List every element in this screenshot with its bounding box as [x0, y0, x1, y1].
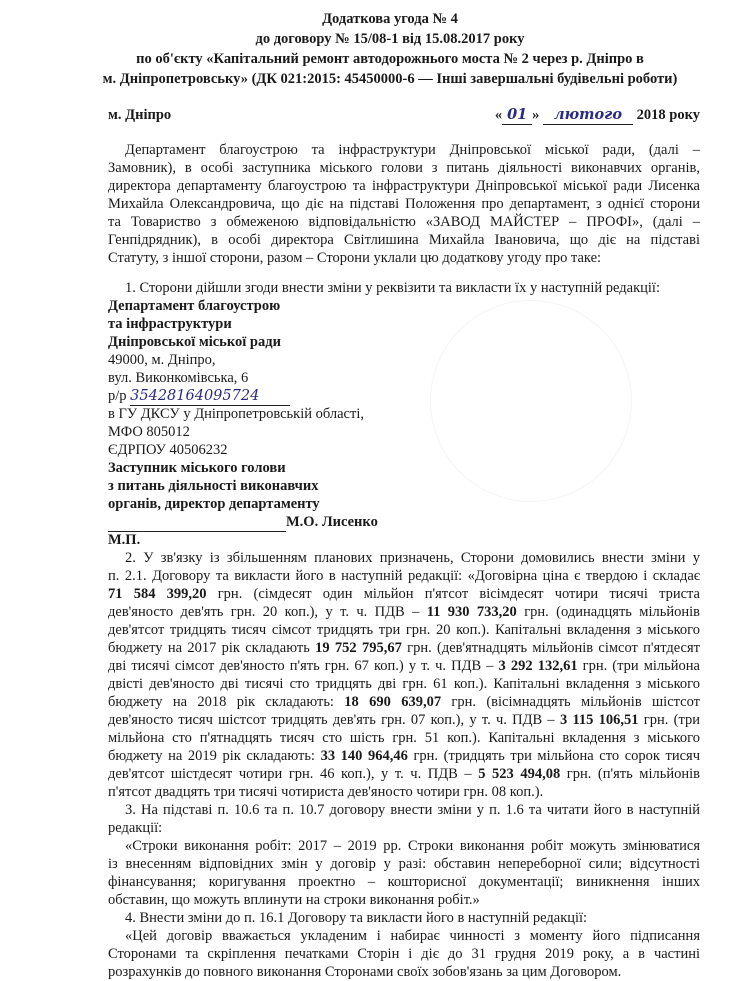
intro-line-1: Департамент благоустрою та інфраструктури Дніпровської міської ради, (далі –	[125, 142, 700, 158]
clause-3-line-3: «Строки виконання робіт: 2017 – 2019 рр. Строки виконання робіт можуть змінюватися	[125, 838, 700, 854]
req-signature-line	[108, 513, 700, 532]
req-signer-3: органів, директор департаменту	[108, 496, 320, 512]
clause-2-line-11: мільйона сто п'ятнадцять тисяч сто шість грн. 51 коп.). Капітальні вкладення з міського	[108, 730, 700, 746]
clause-1: 1. Сторони дійшли згоди внести зміни у реквізити та викласти їх у наступній редакції:	[125, 280, 660, 296]
intro-line-3: директора департаменту благоустрою та інфраструктури Дніпровської міської ради Лисенка	[108, 178, 700, 194]
place: м. Дніпро	[108, 107, 172, 123]
intro-line-2: Замовник), в особі заступника міського голови з питань діяльності виконавчих органів,	[108, 160, 700, 176]
date: « 01 » лютого 2018 року	[494, 106, 700, 123]
intro-line-7: Статуту, з іншої сторони, разом – Сторони уклали цю додаткову угоду про таке:	[108, 250, 602, 266]
clause-3-line-6: обставин, що можуть вплинути на строки виконання робіт.»	[108, 892, 480, 908]
intro-line-6: Генпідрядник), в особі директора Світлишина Михайла Івановича, що діє на підставі	[108, 232, 700, 248]
clause-3-line-4: із внесенням відповідних змін у договір у разі: обставин непереборної сили; відсутності	[108, 856, 700, 872]
clause-2-line-4: дев'яносто дев'ять грн. 20 коп.), у т. ч. ПДВ – 11 930 733,20 грн. (одинадцять мільйонів	[108, 604, 701, 620]
clause-2-line-3: 71 584 399,20 грн. (сімдесят один мільйон п'ятсот вісімдесят чотири тисячі триста	[108, 586, 700, 602]
clause-2-line-10: дев'яносто тисяч шістсот тридцять дев'ять грн. 07 коп.), у т. ч. ПДВ – 3 115 106,51 грн. (три	[108, 712, 700, 728]
req-edrpou: ЄДРПОУ 40506232	[108, 442, 228, 458]
req-name-1: Департамент благоустрою	[108, 298, 281, 314]
clause-3-line-5: фінансування; коригування проектно – кошторисної документації; виникнення інших	[108, 874, 700, 890]
req-stamp-place: М.П.	[108, 532, 141, 548]
clause-4-line-2: «Цей договір вважається укладеним і набирає чинності з моменту його підписання	[125, 928, 700, 944]
clause-2-line-1: 2. У зв'язку із збільшенням планових призначень, Сторони домовились внести зміни у	[125, 550, 700, 566]
clause-3-line-2: редакції:	[108, 820, 163, 836]
doc-title: Додаткова угода № 4	[322, 11, 458, 27]
clause-3-line-1: 3. На підставі п. 10.6 та п. 10.7 договору внести зміни у п. 1.6 та читати його в наступній	[125, 802, 700, 818]
clause-2-line-8: двісті дев'яносто дві тисячі сто тридцять дві грн. 61 коп.). Капітальні вкладення з міського	[108, 676, 700, 692]
doc-object-line-1: по об'єкту «Капітальний ремонт автодорожнього моста № 2 через р. Дніпро в	[136, 51, 644, 67]
clause-2-line-12: бюджету на 2019 рік складають: 33 140 964,46 грн. (тридцять три мільйона сто сорок тисяч	[108, 748, 701, 764]
date-day: 01	[502, 106, 532, 125]
clause-2-line-14: п'ятсот двадцять три тисячі чотириста дев'яносто чотири грн. 08 коп.).	[108, 784, 544, 800]
req-account-number: 35428164095724	[130, 387, 290, 406]
req-address-1: 49000, м. Дніпро,	[108, 352, 216, 368]
req-bank: в ГУ ДКСУ у Дніпропетровській області,	[108, 406, 364, 422]
doc-object-line-2: м. Дніпропетровську» (ДК 021:2015: 45450000-6 — Інші завершальні будівельні роботи)	[102, 71, 678, 87]
clause-4-line-3: Сторонами та скріплення печатками Сторін і діє до 31 грудня 2019 року, а в частині	[108, 946, 700, 962]
intro-line-5: та Товариство з обмеженою відповідальністю «ЗАВОД МАЙСТЕР – ПРОФІ», (далі –	[108, 214, 700, 230]
doc-subtitle: до договору № 15/08-1 від 15.08.2017 року	[255, 31, 525, 47]
clause-2-line-5: дев'ятсот тридцять тисяч сімсот тридцять три грн. 20 коп.). Капітальні вкладення з міського	[108, 622, 700, 638]
intro-line-4: Михайла Олександровича, що діє на підставі Положення про департамент, з однієї сторони	[108, 196, 700, 212]
clause-2-line-7: дві тисячі сімсот дев'яносто п'ять грн. 67 коп.) у т. ч. ПДВ – 3 292 132,61 грн. (три мільйона	[108, 658, 700, 674]
clause-2-line-6: бюджету на 2017 рік складають 19 752 795,67 грн. (дев'ятнадцять мільйонів сімсот п'ятдесят	[108, 640, 700, 656]
clause-2-line-2: п. 2.1. Договору та викласти його в наступній редакції: «Договірна ціна є твердою і складає	[108, 568, 700, 584]
req-name-3: Дніпровської міської ради	[108, 334, 281, 350]
clause-2-line-9: бюджету на 2018 рік складають: 18 690 639,07 грн. (вісімнадцять мільйонів шістсот	[108, 694, 700, 710]
req-signer-2: з питань діяльності виконавчих	[108, 478, 319, 494]
req-account: р/р 35428164095724	[108, 387, 700, 406]
req-signer-name: М.О. Лисенко	[286, 514, 378, 530]
clause-2-line-13: дев'ятсот шістдесят чотири грн. 46 коп.), у т. ч. ПДВ – 5 523 494,08 грн. (п'ять мільйонів	[108, 766, 701, 782]
req-signer-1: Заступник міського голови	[108, 460, 286, 476]
signature-blank	[108, 513, 286, 532]
date-month: лютого	[543, 106, 633, 125]
date-year: 2018 року	[636, 107, 700, 123]
clause-4-line-1: 4. Внести зміни до п. 16.1 Договору та викласти його в наступній редакції:	[125, 910, 588, 926]
req-name-2: та інфраструктури	[108, 316, 232, 332]
clause-4-line-4: розрахунків до повного виконання Сторонами своїх зобов'язань за цим Договором.	[108, 964, 622, 980]
req-address-2: вул. Виконкомівська, 6	[108, 370, 249, 386]
req-mfo: МФО 805012	[108, 424, 190, 440]
